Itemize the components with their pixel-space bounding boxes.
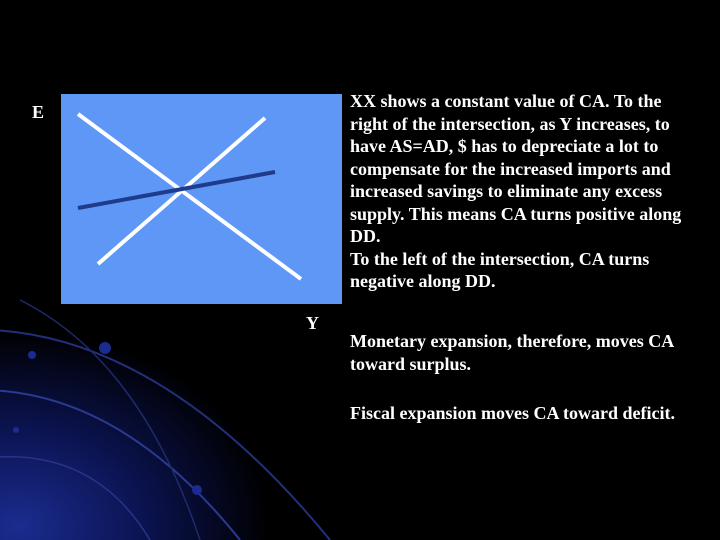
fiscal-expansion-note: Fiscal expansion moves CA toward deficit. [350,403,675,423]
explanation-paragraph: XX shows a constant value of CA. To the right of the intersection, as Y increases, to have AS=AD, $ has to depreciate a lot to compensate for the increased imports and increased savings to eliminate any excess supply. This means CA turns positive along DD. To the left of the intersection, CA turns negative along DD. [350,91,682,291]
diagram-curves [61,94,342,304]
orbit-dot-1 [99,342,111,354]
orbit-dot-3 [192,485,202,495]
x-axis-label: Y [306,313,319,333]
xx-curve [78,172,275,208]
orbit-dot-4 [13,427,19,433]
orbit-dot-2 [28,351,36,359]
monetary-expansion-note: Monetary expansion, therefore, moves CA toward surplus. [350,331,674,374]
diagram-panel [61,94,342,304]
y-axis-label: E [32,102,45,122]
